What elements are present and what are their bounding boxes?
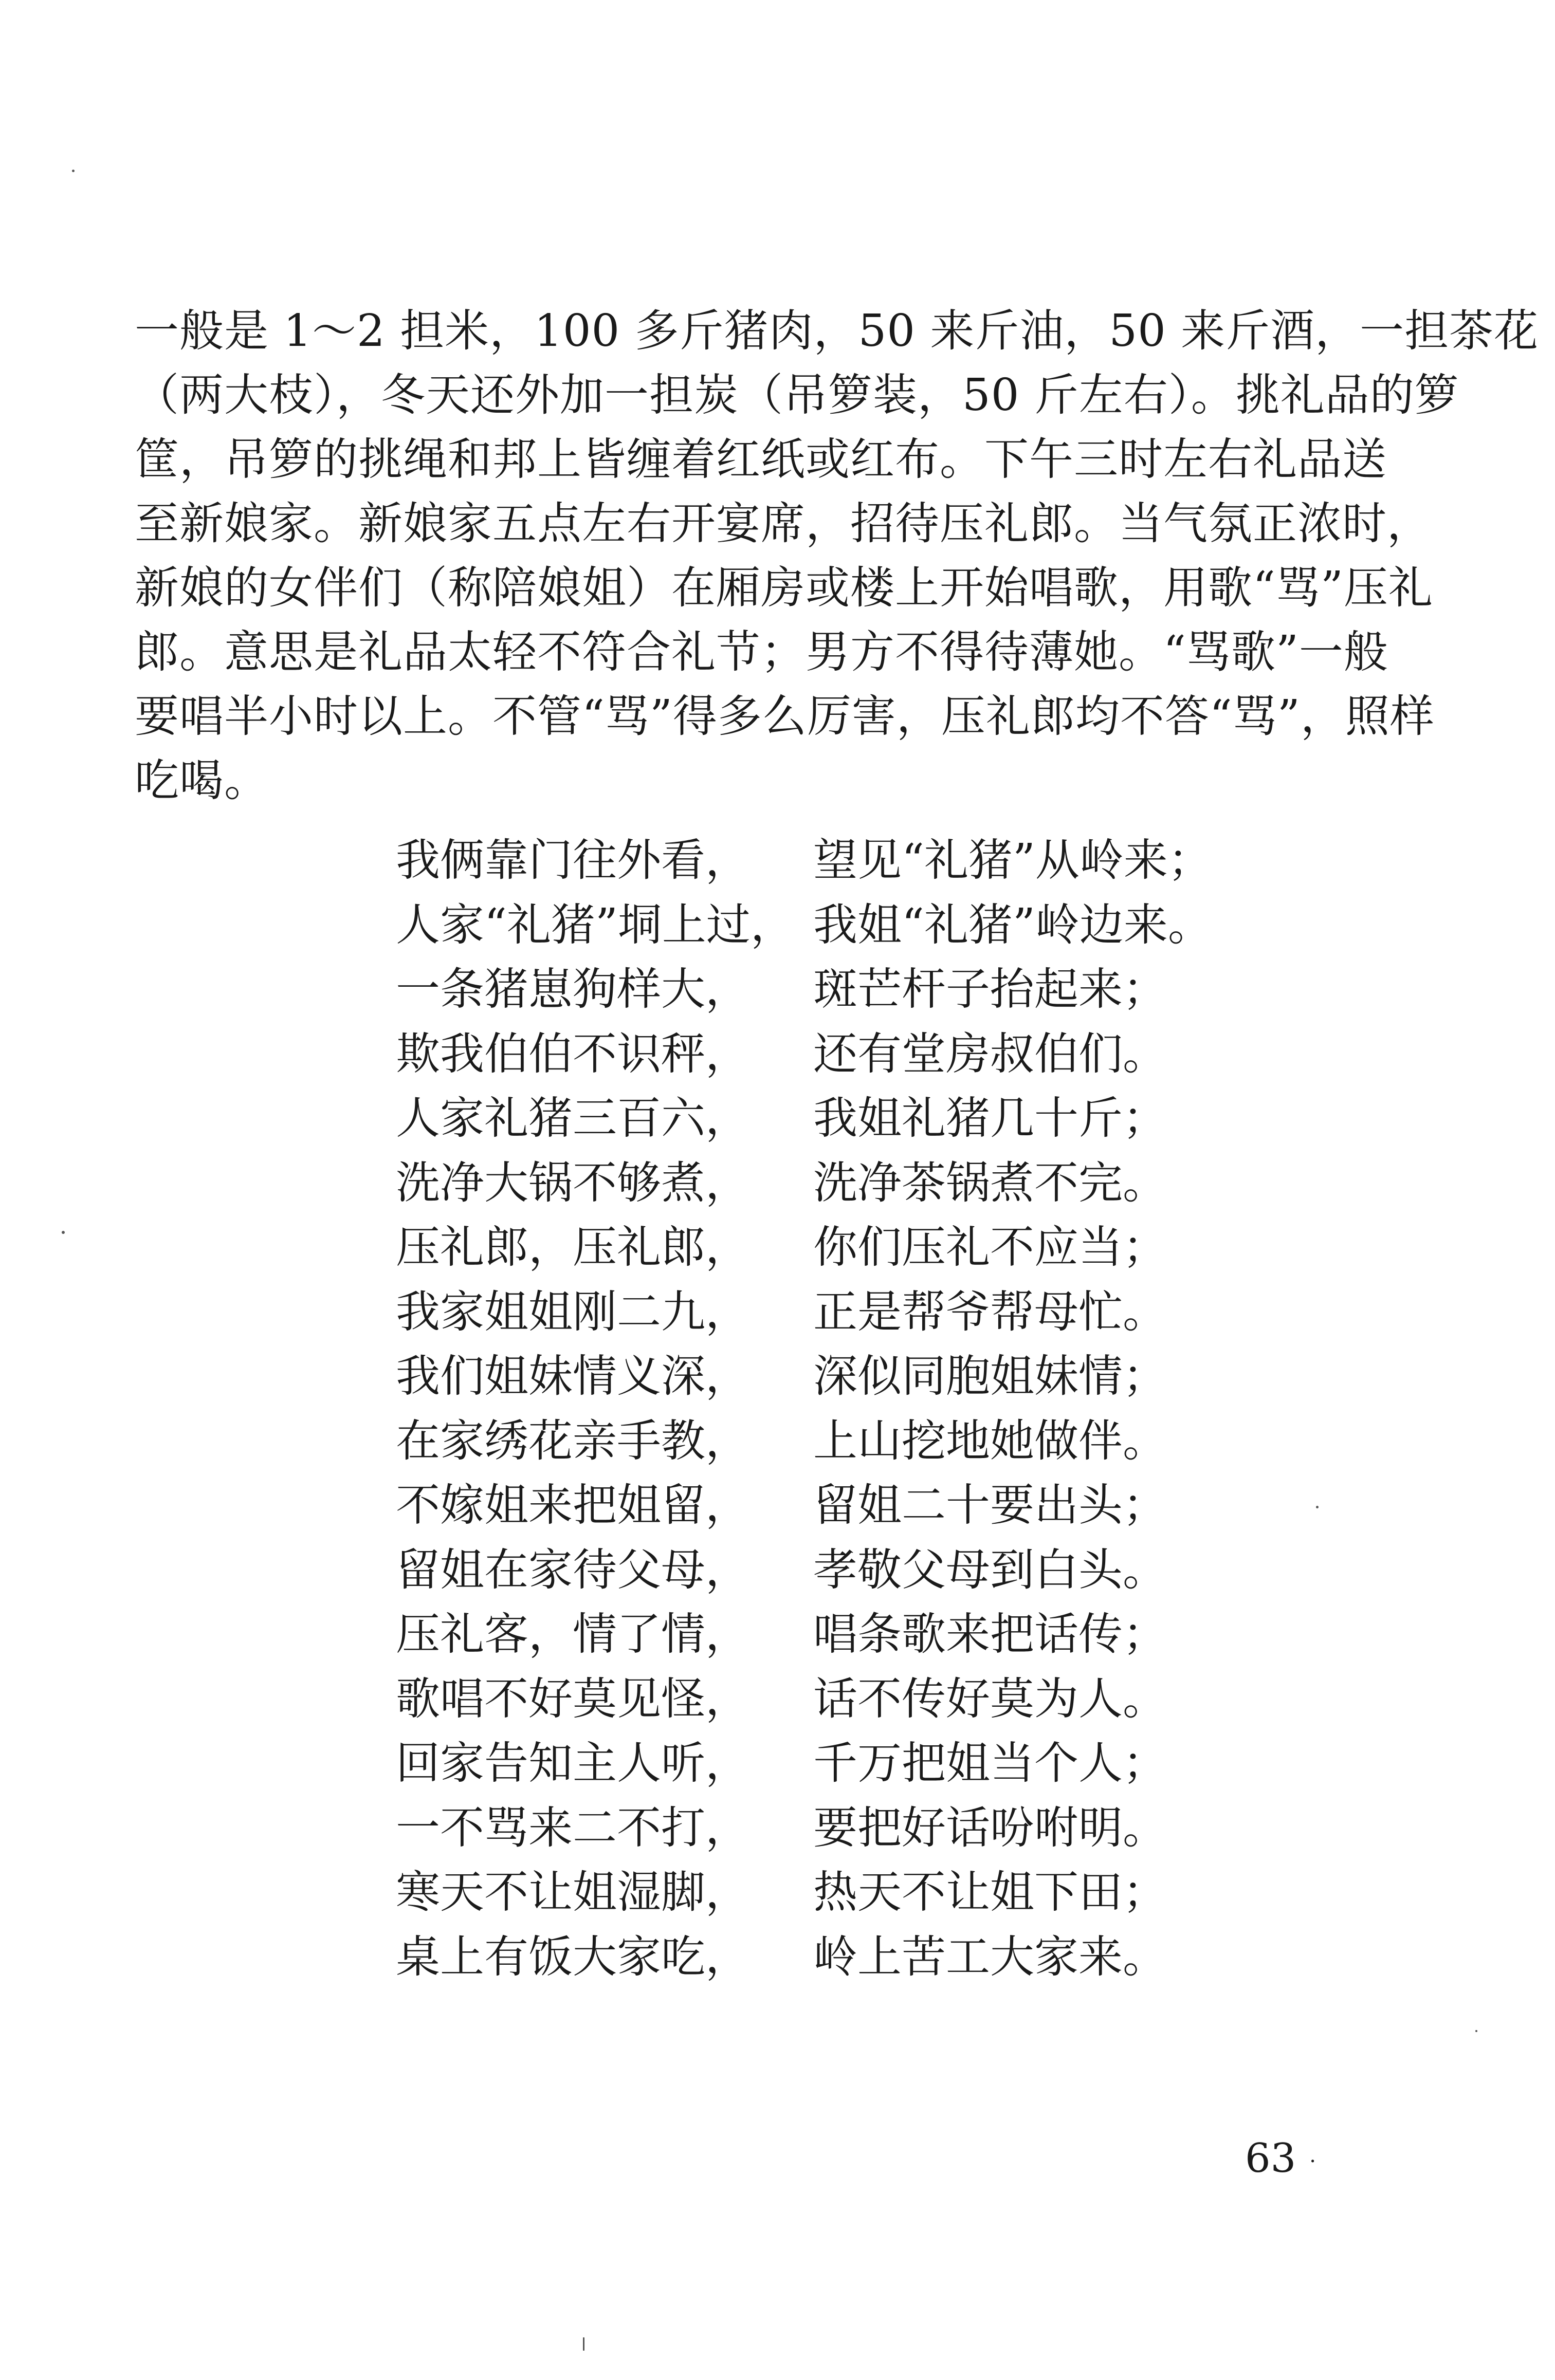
lyric-right-line: 深似同胞姐妹情； xyxy=(813,1351,1167,1402)
paragraph-line: 至新娘家。新娘家五点左右开宴席，招待压礼郎。当气氛正浓时， xyxy=(135,498,1432,549)
lyric-left-line: 欺我伯伯不识秤， xyxy=(396,1028,749,1080)
paragraph-line: 吃喝。 xyxy=(135,755,269,806)
lyric-left-line: 洗净大锅不够煮， xyxy=(396,1157,749,1209)
lyric-right-line: 斑芒杆子抬起来； xyxy=(813,964,1167,1015)
lyric-right-line: 洗净茶锅煮不完。 xyxy=(813,1157,1167,1209)
lyric-left-line: 歌唱不好莫见怪， xyxy=(396,1673,749,1725)
paragraph-line: 郎。意思是礼品太轻不符合礼节；男方不得待薄她。“骂歌”一般 xyxy=(135,626,1388,678)
page-number-mark: · xyxy=(1309,2149,1316,2173)
lyric-couplet xyxy=(396,1473,1218,1538)
lyric-couplet xyxy=(396,1215,1218,1280)
paragraph-line: 筐，吊箩的挑绳和邦上皆缠着红纸或红布。下午三时左右礼品送 xyxy=(135,434,1387,485)
scan-speck xyxy=(1316,1506,1319,1508)
lyric-couplet xyxy=(396,828,1218,893)
lyric-left-line: 桌上有饭大家吃， xyxy=(396,1931,749,1983)
lyric-right-line: 热天不让姐下田； xyxy=(813,1867,1167,1918)
scan-speck xyxy=(583,2337,584,2351)
lyric-couplet xyxy=(396,1280,1218,1345)
scan-speck xyxy=(72,170,75,172)
lyric-left-line: 留姐在家待父母， xyxy=(396,1544,749,1596)
lyric-left-line: 在家绣花亲手教， xyxy=(396,1415,749,1467)
scan-speck xyxy=(62,1231,65,1234)
lyric-left-line: 人家“礼猪”垌上过， xyxy=(396,899,795,951)
lyric-left-line: 我们姐妹情义深， xyxy=(396,1351,749,1402)
lyric-couplet xyxy=(396,1796,1218,1861)
paragraph-line: 要唱半小时以上。不管“骂”得多么厉害，压礼郎均不答“骂”，照样 xyxy=(135,691,1435,742)
lyric-left-line: 不嫁姐来把姐留， xyxy=(396,1480,749,1531)
lyric-right-line: 话不传好莫为人。 xyxy=(813,1673,1167,1725)
body-paragraph xyxy=(135,299,1539,813)
lyric-right-line: 望见“礼猪”从岭来； xyxy=(813,835,1212,886)
lyric-couplet xyxy=(396,1860,1218,1925)
lyric-right-line: 我姐“礼猪”岭边来。 xyxy=(813,899,1212,951)
lyric-left-line: 寒天不让姐湿脚， xyxy=(396,1867,749,1918)
lyric-right-line: 岭上苦工大家来。 xyxy=(813,1931,1167,1983)
lyric-left-line: 一条猪崽狗样大， xyxy=(396,964,749,1015)
page-number xyxy=(1245,2133,1316,2187)
lyric-couplet xyxy=(396,1151,1218,1216)
lyric-couplet xyxy=(396,1602,1218,1667)
lyric-left-line: 回家告知主人听， xyxy=(396,1738,749,1789)
paragraph-line: 新娘的女伴们（称陪娘姐）在厢房或楼上开始唱歌，用歌“骂”压礼 xyxy=(135,562,1433,614)
lyric-left-line: 人家礼猪三百六， xyxy=(396,1093,749,1144)
lyric-right-line: 我姐礼猪几十斤； xyxy=(813,1093,1167,1144)
lyric-couplet xyxy=(396,1667,1218,1732)
paragraph-line: 一般是 1～2 担米，100 多斤猪肉，50 来斤油，50 来斤酒，一担茶花 xyxy=(135,305,1539,357)
lyric-left-line: 我俩靠门往外看， xyxy=(396,835,749,886)
lyric-right-line: 留姐二十要出头； xyxy=(813,1480,1167,1531)
lyric-right-line: 孝敬父母到白头。 xyxy=(813,1544,1167,1596)
lyric-right-line: 还有堂房叔伯们。 xyxy=(813,1028,1167,1080)
paragraph-line: （两大枝），冬天还外加一担炭（吊箩装，50 斤左右）。挑礼品的箩 xyxy=(135,370,1459,421)
lyric-couplet xyxy=(396,1538,1218,1603)
lyric-couplet xyxy=(396,893,1218,958)
lyric-couplet xyxy=(396,957,1218,1022)
lyric-couplet xyxy=(396,1086,1218,1151)
scan-speck xyxy=(1475,2030,1477,2032)
lyric-right-line: 上山挖地她做伴。 xyxy=(813,1415,1167,1467)
lyric-couplet xyxy=(396,1344,1218,1409)
lyric-left-line: 我家姐姐刚二九， xyxy=(396,1286,749,1338)
lyric-right-line: 要把好话吩咐明。 xyxy=(813,1802,1167,1854)
lyric-right-line: 你们压礼不应当； xyxy=(813,1222,1167,1273)
lyric-couplet xyxy=(396,1925,1218,1990)
page-number-value: 63 xyxy=(1245,2135,1296,2182)
lyric-couplet xyxy=(396,1022,1218,1087)
lyric-left-line: 压礼客，情了情， xyxy=(396,1609,749,1660)
lyric-left-line: 一不骂来二不打， xyxy=(396,1802,749,1854)
lyric-right-line: 正是帮爷帮母忙。 xyxy=(813,1286,1167,1338)
lyric-right-line: 唱条歌来把话传； xyxy=(813,1609,1167,1660)
lyric-couplet xyxy=(396,1409,1218,1474)
lyric-left-line: 压礼郎，压礼郎， xyxy=(396,1222,749,1273)
song-lyrics xyxy=(396,828,1218,1989)
lyric-couplet xyxy=(396,1731,1218,1796)
lyric-right-line: 千万把姐当个人； xyxy=(813,1738,1167,1789)
